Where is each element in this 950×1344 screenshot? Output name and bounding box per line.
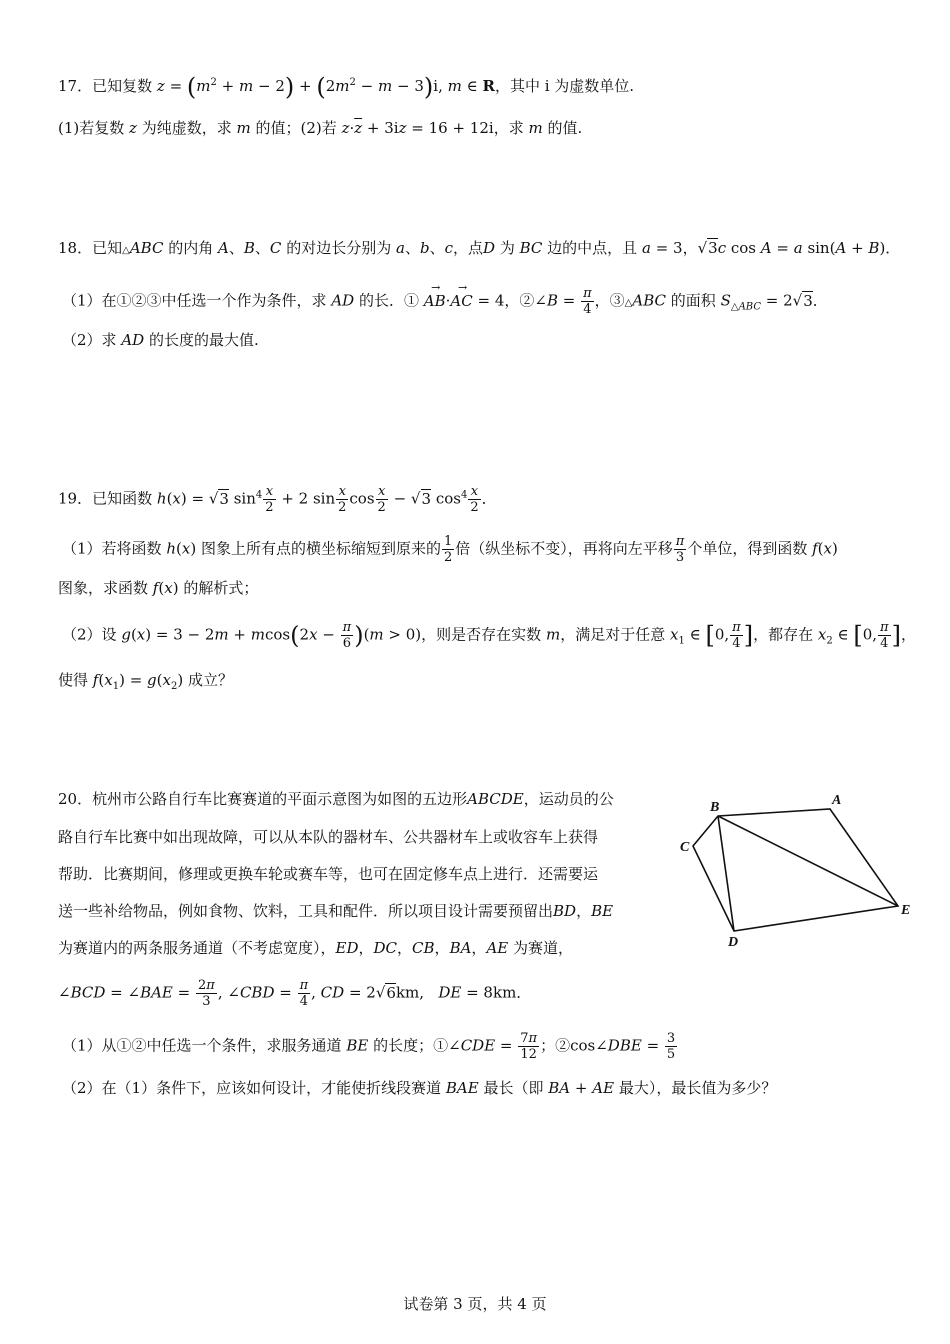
pentagon-outline — [693, 809, 898, 931]
p20-line2: 路自行车比赛中如出现故障，可以从本队的器材车、公共器材车上或收容车上获得 — [58, 828, 599, 846]
vertex-label-b: B — [710, 800, 720, 815]
pentagon-figure — [670, 780, 920, 955]
p20-line5: 为赛道内的两条服务通道（不考虑宽度），ED，DC，CB，BA，AE 为赛道， — [58, 939, 574, 957]
p20-conditions: ∠BCD = ∠BAE = $\frac{2\pi}{3}$ , ∠CBD = $\frac{\pi}{4}$ , CD = 2√6km, DE = 8km． — [58, 978, 532, 1009]
p19-part2-cont: 使得 $f(x_1) = g(x_2)$ 成立？ — [58, 671, 233, 692]
vertex-label-a: A — [832, 793, 842, 808]
p18-part1: （1）在①②③中任选一个作为条件，求 AD 的长．① → AB·→ AC = 4，②∠B = $\frac{\pi}{4}$ ，③△ABC 的面积 $S_{\triangle ABC} = 2√3$． — [62, 286, 828, 318]
p19-part1-cont: 图象，求函数 f(x) 的解析式； — [58, 579, 259, 597]
p20-line3: 帮助．比赛期间，修理或更换车轮或赛车等，也可在固定修车点上进行．还需要运 — [58, 865, 599, 883]
p19-part2: （2）设 g(x) = 3 − 2m + mcos(2x − $\frac{\pi}{6}$ )(m > 0)，则是否存在实数 m，满足对于任意 $x_1$ ∈ [0, $\frac{\pi}{4}$ ]，都存在 $x_2$ ∈ [0, $\frac{\pi}{4}$ ]， — [62, 620, 916, 651]
p20-part1: （1）从①②中任选一个条件，求服务通道 BE 的长度；①∠CDE = $\frac{7\pi}{12}$ ；②cos∠DBE = $\frac{3}{5}$ — [62, 1031, 676, 1062]
p17-parts: (1)若复数 z 为纯虚数，求 m 的值；(2)若 $z\cdot\overline{z} + 3iz = 16 + 12i$，求 m 的值. — [58, 119, 583, 137]
vertex-label-d: D — [728, 935, 739, 950]
p20-line4: 送一些补给物品，例如食物、饮料，工具和配件．所以项目设计需要预留出BD，BE — [58, 902, 614, 920]
p20-part2: （2）在（1）条件下，应该如何设计，才能使折线段赛道 BAE 最长（即 BA + AE 最大），最长值为多少？ — [62, 1079, 777, 1097]
segment-be — [718, 816, 898, 906]
p19-stem: 19．已知函数 h(x) = √3 $\sin^4$ $\frac{x}{2}$ + 2 sin $\frac{x}{2}$ cos $\frac{x}{2}$ − √3 $\cos^4$ $\frac{x}{2}$ ． — [58, 484, 497, 515]
vertex-label-e: E — [901, 903, 911, 918]
p19-part1: （1）若将函数 h(x) 图象上所有点的横坐标缩短到原来的 $\frac{1}{2}$ 倍（纵坐标不变），再将向左平移 $\frac{\pi}{3}$ 个单位，得到函数 f(x) — [62, 534, 838, 565]
p20-line1: 20．杭州市公路自行车比赛赛道的平面示意图为如图的五边形ABCDE，运动员的公 — [58, 790, 614, 808]
p17-stem: 17．已知复数 $z = (m^2 + m - 2) + (2m^2 - m - 3)i$, m ∈ R，其中 i 为虚数单位. — [58, 73, 635, 101]
vertex-label-c: C — [680, 840, 690, 855]
page-footer: 试卷第 3 页，共 4 页 — [403, 1295, 547, 1313]
p18-stem: 18．已知△ABC 的内角 A、B、C 的对边长分别为 a、b、c，点D 为 BC 边的中点，且 a = 3，√3c cos A = a sin(A + B)． — [58, 239, 901, 257]
p18-part2: （2）求 AD 的长度的最大值. — [62, 331, 259, 349]
